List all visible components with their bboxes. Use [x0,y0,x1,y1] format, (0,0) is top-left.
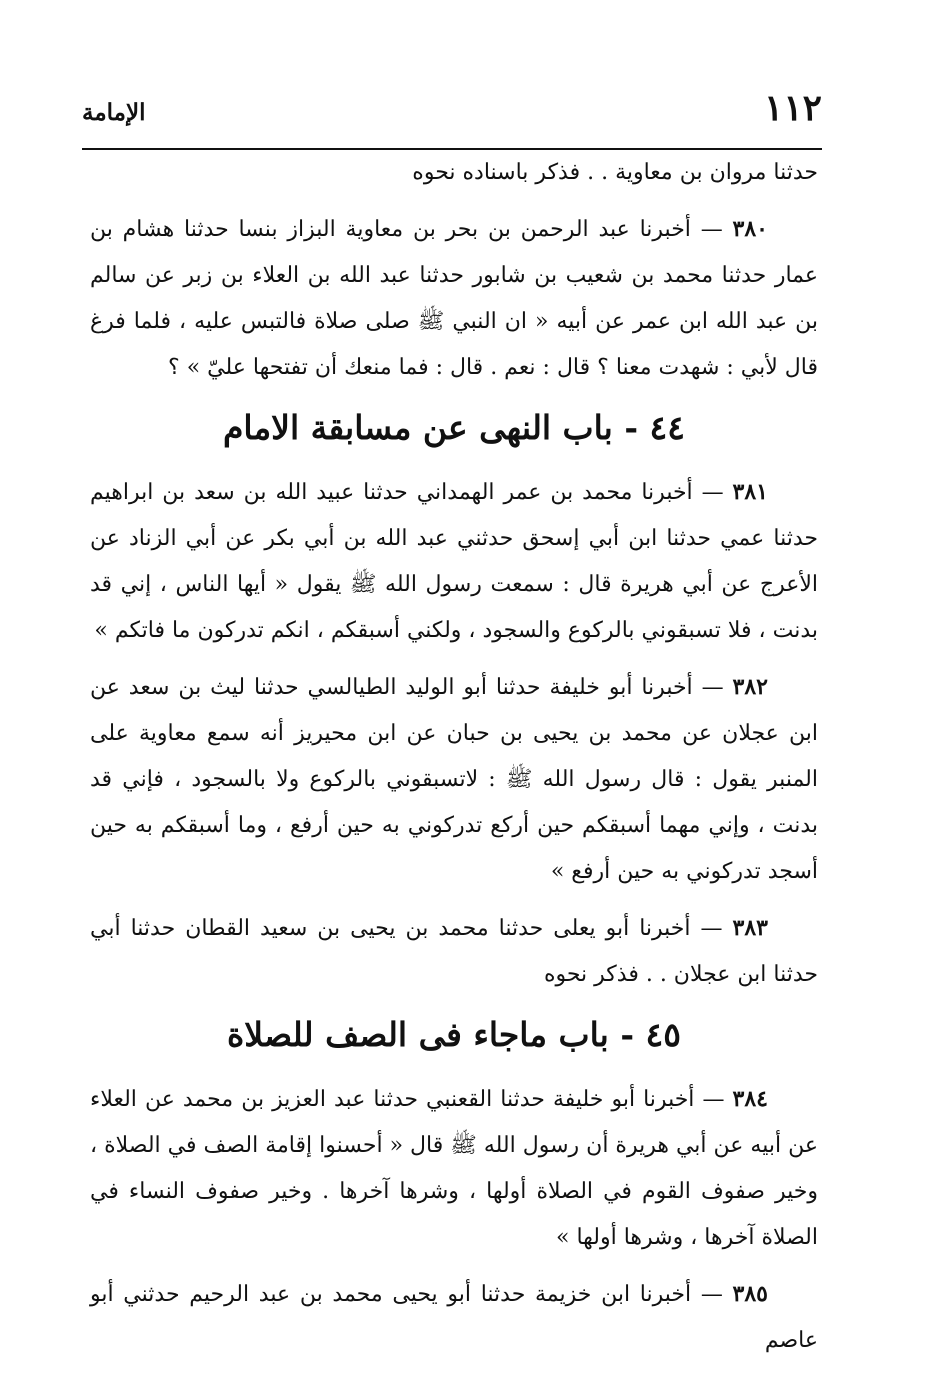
hadith-number: ٣٨٤ [732,1086,768,1112]
hadith-382 [90,664,818,895]
hadith-385 [90,1271,818,1364]
hadith-381 [90,469,818,654]
continuation-paragraph: حدثنا مروان بن معاوية . . فذكر باسناده نحوه [412,160,818,185]
hadith-number: ٣٨٥ [732,1281,768,1307]
hadith-text: — أخبرنا أبو يعلى حدثنا محمد بن يحيى بن سعيد القطان حدثنا أبي حدثنا ابن عجلان . . فذكر نحوه [90,916,818,987]
page-number: ١١٢ [763,87,822,129]
hadith-text: — أخبرنا محمد بن عمر الهمداني حدثنا عبيد الله بن سعد بن ابراهيم حدثنا عمي حدثنا ابن أبي إسحق حدثني عبد الله بن أبي بكر عن أبي الزناد عن الأعرج عن أبي هريرة قال : سمعت رسول الله ﷺ يقول « أيها الناس ، إني قد بدنت ، فلا تسبقوني بالركوع والسجود ، ولكني أسبقكم ، انكم تدركون ما فاتكم » [90,480,818,643]
hadith-number: ٣٨٣ [732,915,768,941]
hadith-380 [90,206,818,391]
hadith-text: — أخبرنا أبو خليفة حدثنا أبو الوليد الطيالسي حدثنا ليث بن سعد عن ابن عجلان عن محمد بن يحيى بن حبان عن ابن محيريز أنه سمع معاوية على المنبر يقول : قال رسول الله ﷺ : لاتسبقوني بالركوع ولا بالسجود ، فإني قد بدنت ، وإني مهما أسبقكم حين أركع تدركوني به حين أرفع ، وما أسبقكم به حين أسجد تدركوني به حين أرفع » [90,675,818,884]
hadith-number: ٣٨٠ [732,216,768,242]
page-header [82,88,822,142]
running-title: الإمامة [82,99,146,126]
chapter-heading-44: ٤٤ - باب النهى عن مسابقة الامام [223,408,685,447]
hadith-384 [90,1076,818,1261]
hadith-text: — أخبرنا عبد الرحمن بن بحر بن معاوية البزاز بنسا حدثنا هشام بن عمار حدثنا محمد بن شعيب بن شابور حدثنا عبد الله بن العلاء بن زبر عن سالم بن عبد الله ابن عمر عن أبيه « ان النبي ﷺ صلى صلاة فالتبس عليه ، فلما فرغ قال لأبي : شهدت معنا ؟ قال : نعم . قال : فما منعك أن تفتحها عليّ » ؟ [90,217,818,380]
hadith-number: ٣٨٢ [732,674,768,700]
page-body [90,150,818,1374]
hadith-383 [90,905,818,998]
hadith-text: — أخبرنا أبو خليفة حدثنا القعنبي حدثنا عبد العزيز بن محمد عن العلاء عن أبيه عن أبي هريرة أن رسول الله ﷺ قال « أحسنوا إقامة الصف في الصلاة ، وخير صفوف القوم في الصلاة أولها ، وشرها آخرها . وخير صفوف النساء في الصلاة آخرها ، وشرها أولها » [90,1087,818,1250]
hadith-number: ٣٨١ [732,479,768,505]
chapter-heading-45: ٤٥ - باب ماجاء فى الصف للصلاة [227,1015,681,1054]
hadith-text: — أخبرنا ابن خزيمة حدثنا أبو يحيى محمد بن عبد الرحيم حدثني أبو عاصم [90,1282,818,1353]
